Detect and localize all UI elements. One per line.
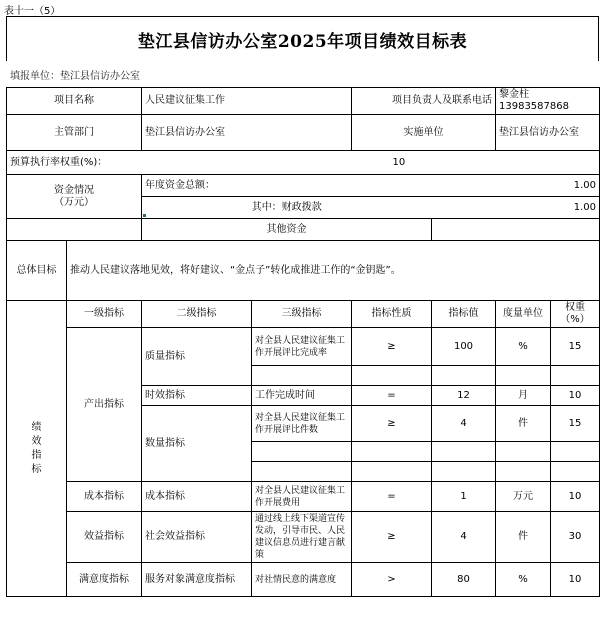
benefit-value: 4 <box>432 512 496 563</box>
table-row <box>7 512 600 563</box>
row-project-name <box>7 88 600 115</box>
project-name-label: 项目名称 <box>7 88 142 115</box>
satisfaction-l2: 服务对象满意度指标 <box>142 563 252 597</box>
owner-value: 黎金柱13983587868 <box>496 88 600 115</box>
blank-cell <box>352 442 432 462</box>
dept-value: 垫江县信访办公室 <box>142 115 352 151</box>
overall-label: 总体目标 <box>7 241 67 301</box>
time-op: = <box>352 386 432 406</box>
quality-label: 质量指标 <box>142 328 252 386</box>
cost-l2: 成本指标 <box>142 482 252 512</box>
cost-op: = <box>352 482 432 512</box>
benefit-weight: 30 <box>551 512 600 563</box>
blank-cell <box>252 462 352 482</box>
blank-cell <box>551 442 600 462</box>
header-l2: 二级指标 <box>142 301 252 328</box>
cost-value: 1 <box>432 482 496 512</box>
performance-table <box>6 87 600 597</box>
cost-name: 对全县人民建议征集工作开展费用 <box>252 482 352 512</box>
fiscal-label: 其中：财政拨款 <box>251 201 322 213</box>
dept-label: 主管部门 <box>7 115 142 151</box>
benefit-unit: 件 <box>496 512 551 563</box>
project-name-value: 人民建议征集工作 <box>142 88 352 115</box>
satisfaction-l1: 满意度指标 <box>67 563 142 597</box>
annual-total-label: 年度资金总额： <box>142 175 432 197</box>
title-box <box>6 16 599 61</box>
quantity-unit: 件 <box>496 406 551 442</box>
overall-value: 推动人民建议落地见效，将好建议、“金点子”转化成推进工作的“金钥匙”。 <box>67 241 600 301</box>
table-row <box>7 482 600 512</box>
page-title: 垫江县信访办公室2025年项目绩效目标表 <box>137 31 468 52</box>
time-label: 时效指标 <box>142 386 252 406</box>
budget-weight-value <box>352 151 600 175</box>
output-label: 产出指标 <box>67 328 142 482</box>
time-weight: 10 <box>551 386 600 406</box>
quantity-value: 4 <box>432 406 496 442</box>
table-row <box>7 563 600 597</box>
satisfaction-weight: 10 <box>551 563 600 597</box>
quality-weight: 15 <box>551 328 600 366</box>
cost-weight: 10 <box>551 482 600 512</box>
quality-name: 对全县人民建议征集工作开展评比完成率 <box>252 328 352 366</box>
header-nature: 指标性质 <box>352 301 432 328</box>
blank-cell <box>352 366 432 386</box>
benefit-name: 通过线上线下渠道宣传发动，引导市民、人民建议信息员进行建言献策 <box>252 512 352 563</box>
header-weight: 权重（%） <box>551 301 600 328</box>
benefit-l1: 效益指标 <box>67 512 142 563</box>
quality-op: ≥ <box>352 328 432 366</box>
cost-unit: 万元 <box>496 482 551 512</box>
blank-cell <box>496 366 551 386</box>
row-funds-total <box>7 175 600 197</box>
perf-header-row <box>7 301 600 328</box>
impl-label: 实施单位 <box>352 115 496 151</box>
header-l3: 三级指标 <box>252 301 352 328</box>
form-code: 表十一（5） <box>4 6 61 17</box>
row-funds-other <box>7 219 600 241</box>
header-l1: 一级指标 <box>67 301 142 328</box>
blank-cell <box>432 462 496 482</box>
blank-cell <box>551 462 600 482</box>
quantity-name: 对全县人民建议征集工作开展评比件数 <box>252 406 352 442</box>
header-value: 指标值 <box>432 301 496 328</box>
quantity-weight: 15 <box>551 406 600 442</box>
quantity-label: 数量指标 <box>142 406 252 482</box>
fill-unit: 填报单位：垫江县信访办公室 <box>10 71 140 82</box>
funds-blank <box>7 219 142 241</box>
satisfaction-value: 80 <box>432 563 496 597</box>
blank-cell <box>252 366 352 386</box>
budget-weight-label: 预算执行率权重(%)： <box>7 151 352 175</box>
satisfaction-op: > <box>352 563 432 597</box>
benefit-l2: 社会效益指标 <box>142 512 252 563</box>
owner-label: 项目负责人及联系电话 <box>352 88 496 115</box>
impl-value: 垫江县信访办公室 <box>496 115 600 151</box>
row-dept <box>7 115 600 151</box>
fiscal-value: 1.00 <box>432 197 600 219</box>
benefit-op: ≥ <box>352 512 432 563</box>
cost-l1: 成本指标 <box>67 482 142 512</box>
satisfaction-unit: % <box>496 563 551 597</box>
funds-unit: （万元） <box>54 196 94 208</box>
row-overall <box>7 241 600 301</box>
table-row <box>7 328 600 366</box>
quality-value: 100 <box>432 328 496 366</box>
cell-marker <box>143 214 146 217</box>
fiscal-label-cell <box>142 197 432 219</box>
quality-unit: % <box>496 328 551 366</box>
blank-cell <box>551 366 600 386</box>
funds-label-cell <box>7 175 142 219</box>
other-funds-value <box>432 219 600 241</box>
blank-cell <box>496 462 551 482</box>
blank-cell <box>352 462 432 482</box>
other-funds-label: 其他资金 <box>142 219 432 241</box>
quantity-op: ≥ <box>352 406 432 442</box>
satisfaction-name: 对社情民意的满意度 <box>252 563 352 597</box>
budget-weight-number: 10 <box>392 156 406 168</box>
row-budget-weight <box>7 151 600 175</box>
time-unit: 月 <box>496 386 551 406</box>
blank-cell <box>496 442 551 462</box>
perf-side-cell <box>7 301 67 597</box>
blank-cell <box>252 442 352 462</box>
perf-side-label: 绩效指标 <box>31 421 42 475</box>
time-name: 工作完成时间 <box>252 386 352 406</box>
annual-total-value: 1.00 <box>432 175 600 197</box>
blank-cell <box>432 366 496 386</box>
time-value: 12 <box>432 386 496 406</box>
header-unit: 度量单位 <box>496 301 551 328</box>
blank-cell <box>432 442 496 462</box>
funds-label: 资金情况 <box>54 184 94 196</box>
